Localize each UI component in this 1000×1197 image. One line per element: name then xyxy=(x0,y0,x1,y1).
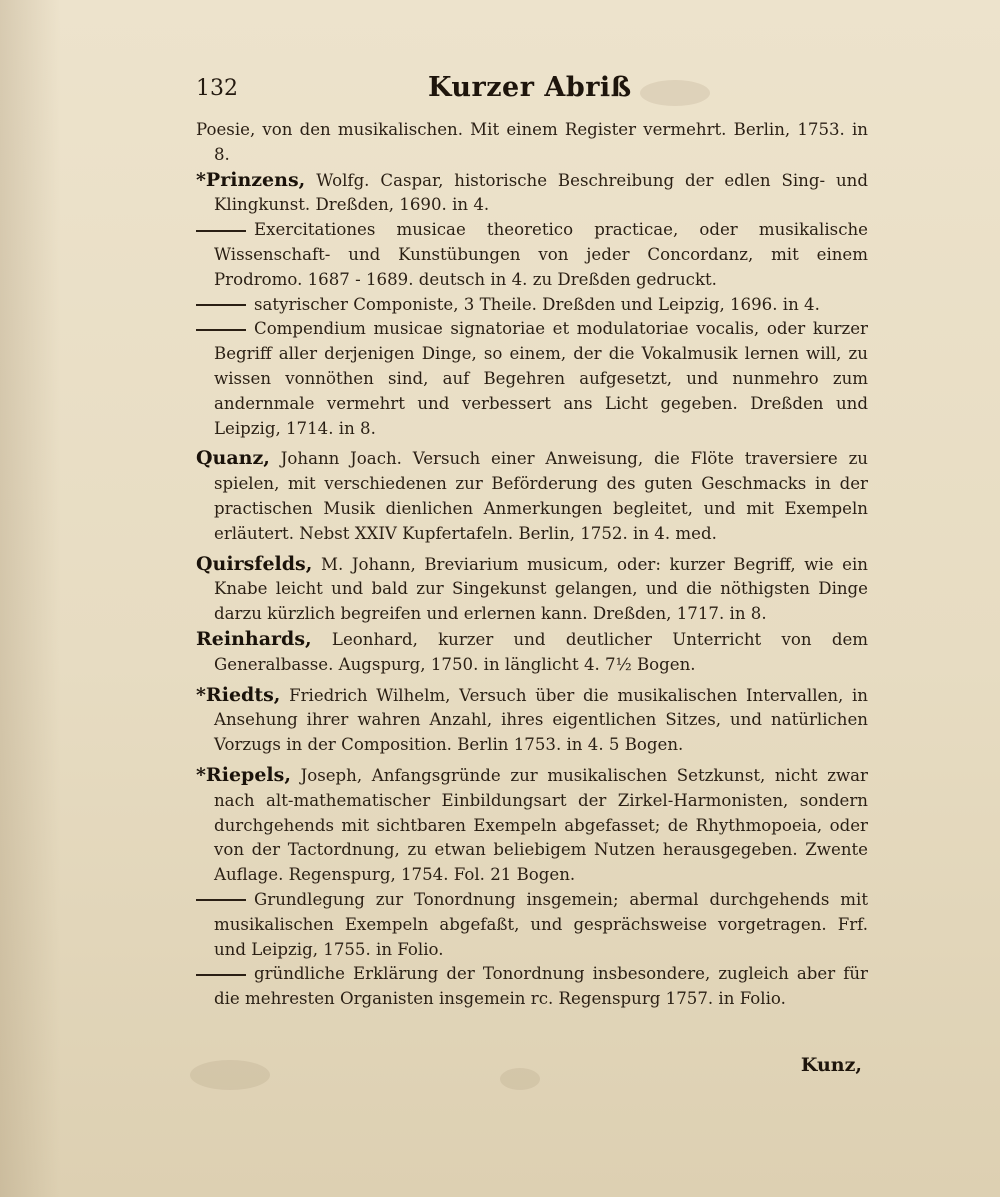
bibliography-entry xyxy=(196,683,868,758)
bibliography-entry xyxy=(196,552,868,627)
bibliography-entry xyxy=(196,446,868,546)
paper-stain xyxy=(500,1068,540,1090)
entry-text: Wolfg. Caspar, historische Beschreibung der edlen Sing- und Klingkunst. Dreßden, 1690. in 4. xyxy=(214,170,868,215)
entry-headword: *Riepels, xyxy=(196,763,291,786)
catchword: Kunz, xyxy=(800,1054,862,1076)
bibliography-subentry xyxy=(196,962,868,1012)
entry-headword: Reinhards, xyxy=(196,627,312,650)
entry-text: Exercitationes musicae theoretico practicae, oder musikalische Wissenschaft- und Kunstübungen von jeder Concordanz, mit einem Prodromo. 1687 - 1689. deutsch in 4. zu Dreßden gedruckt. xyxy=(214,220,868,289)
entry-headword: *Riedts, xyxy=(196,683,281,706)
entry-text: satyrischer Componiste, 3 Theile. Dreßden und Leipzig, 1696. in 4. xyxy=(254,294,820,314)
entry-text: Johann Joach. Versuch einer Anweisung, die Flöte traversiere zu spielen, mit verschiedenen zur Beförderung des guten Geschmacks in der practischen Musik dienlichen Anmerkungen begleitet, und mit Exempeln erläutert. Nebst XXIV Kupfertafeln. Berlin, 1752. in 4. med. xyxy=(214,449,868,543)
bibliography-entry xyxy=(196,627,868,678)
ditto-dash xyxy=(196,329,246,331)
ditto-dash xyxy=(196,899,246,901)
page-header xyxy=(0,72,1000,112)
ditto-dash xyxy=(196,304,246,306)
entry-text: Leonhard, kurzer und deutlicher Unterricht von dem Generalbasse. Augspurg, 1750. in länglicht 4. 7½ Bogen. xyxy=(214,629,868,674)
bibliography-subentry xyxy=(196,293,868,318)
entry-continuation xyxy=(196,118,868,168)
bibliography-subentry xyxy=(196,888,868,962)
bibliography-subentry xyxy=(196,317,868,441)
entry-headword: Quanz, xyxy=(196,447,270,470)
bibliography-entry xyxy=(196,763,868,888)
running-title: Kurzer Abriß xyxy=(428,72,632,103)
paper-stain xyxy=(190,1060,270,1090)
ditto-dash xyxy=(196,230,246,232)
entry-text: M. Johann, Breviarium musicum, oder: kurzer Begriff, wie ein Knabe leicht und bald zur Singekunst gelangen, und die nöthigsten Dinge darzu kürzlich begreifen und erlernen kann. Dreßden, 1717. in 8. xyxy=(214,554,868,624)
entry-text: Joseph, Anfangsgründe zur musikalischen Setzkunst, nicht zwar nach alt-mathematischer Einbildungsart der Zirkel-Harmonisten, sondern durchgehends mit sichtbaren Exempeln abgefasset; de Rhythmopoeia, oder von der Tactordnung, zu etwan beliebigem Nutzen herausgegeben. Zwente Auflage. Regenspurg, 1754. Fol. 21 Bogen. xyxy=(214,765,868,885)
ditto-dash xyxy=(196,974,246,976)
bibliography-subentry xyxy=(196,218,868,292)
entry-text: Friedrich Wilhelm, Versuch über die musikalischen Intervallen, in Ansehung ihrer wahren Anzahl, ihres eigentlichen Sitzes, und natürlichen Vorzugs in der Composition. Berlin 1753. in 4. 5 Bogen. xyxy=(214,685,868,755)
entry-text: Poesie, von den musikalischen. Mit einem Register vermehrt. Berlin, 1753. in 8. xyxy=(196,120,868,164)
bibliography-entry xyxy=(196,168,868,219)
entry-text: gründliche Erklärung der Tonordnung insbesondere, zugleich aber für die mehresten Organisten insgemein rc. Regenspurg 1757. in Folio. xyxy=(214,964,868,1009)
entry-text: Compendium musicae signatoriae et modulatoriae vocalis, oder kurzer Begriff aller derjenigen Dinge, so einem, der die Vokalmusik lernen will, zu wissen vonnöthen sind, auf Begehren aufgesetzt, und nunmehro zum andernmale vermehrt und verbessert ans Licht gegeben. Dreßden und Leipzig, 1714. in 8. xyxy=(214,319,868,438)
bibliography-text xyxy=(196,118,868,1012)
page-number: 132 xyxy=(196,76,238,101)
entry-headword: Quirsfelds, xyxy=(196,552,313,575)
entry-text: Grundlegung zur Tonordnung insgemein; abermal durchgehends mit musikalischen Exempeln abgefaßt, und gesprächsweise vorgetragen. Frf. und Leipzig, 1755. in Folio. xyxy=(214,889,868,959)
entry-headword: *Prinzens, xyxy=(196,168,306,191)
